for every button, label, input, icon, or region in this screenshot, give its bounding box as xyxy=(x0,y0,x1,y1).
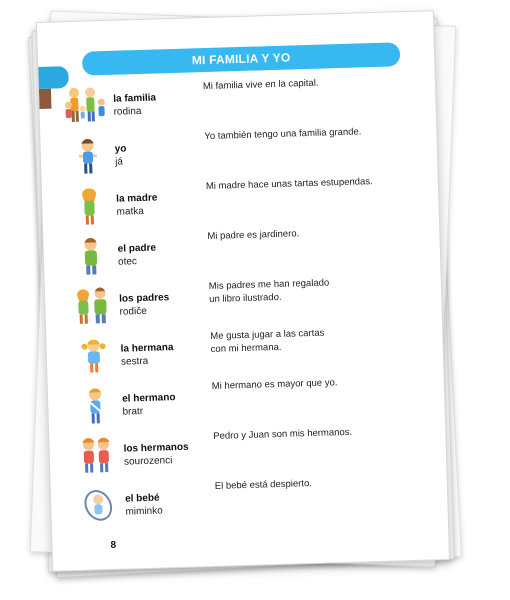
spanish-term: el padre xyxy=(117,242,157,255)
page-header xyxy=(82,42,401,75)
vocabulary-word xyxy=(117,230,208,269)
list-item xyxy=(71,474,422,534)
spanish-term: el bebé xyxy=(124,492,160,505)
vocabulary-word xyxy=(113,80,204,119)
example-sentence: Mi familia vive en la capital. xyxy=(202,77,319,93)
baby-illustration xyxy=(71,483,126,529)
czech-term: bratr xyxy=(122,406,144,418)
child-illustration xyxy=(60,133,115,179)
vocabulary-list xyxy=(59,74,422,534)
spanish-term: yo xyxy=(114,143,127,155)
mother-illustration xyxy=(62,183,117,229)
example-sentence: El bebé está despierto. xyxy=(214,478,313,492)
page-title: MI FAMILIA Y YO xyxy=(191,50,291,68)
father-illustration xyxy=(63,233,118,279)
example-sentence: Mi madre hace unas tartas estupendas. xyxy=(205,176,373,193)
brown-page-tab xyxy=(39,89,52,109)
czech-term: rodiče xyxy=(119,305,147,318)
vocabulary-word xyxy=(123,430,214,469)
czech-term: sourozenci xyxy=(123,455,173,468)
brother-illustration xyxy=(68,383,123,429)
spanish-term: la hermana xyxy=(120,342,174,355)
czech-term: rodina xyxy=(113,105,142,118)
family-illustration xyxy=(59,83,114,129)
czech-term: matka xyxy=(116,205,144,218)
vocabulary-word xyxy=(119,280,210,319)
example-sentence: Mi hermano es mayor que yo. xyxy=(211,377,338,392)
czech-term: sestra xyxy=(120,355,149,368)
vocabulary-word xyxy=(114,130,205,169)
spanish-term: los padres xyxy=(119,292,170,305)
spanish-term: el hermano xyxy=(121,392,176,405)
czech-term: já xyxy=(114,156,124,168)
page-number: 8 xyxy=(110,539,117,552)
czech-term: miminko xyxy=(125,505,163,518)
example-sentence: Mis padres me han regalado un libro ilustrado. xyxy=(208,277,330,306)
siblings-illustration xyxy=(69,433,124,479)
example-sentence: Yo también tengo una familia grande. xyxy=(204,126,362,143)
vocabulary-word xyxy=(125,480,216,519)
parents-illustration xyxy=(65,283,120,329)
czech-term: otec xyxy=(117,256,138,268)
spanish-term: la familia xyxy=(113,92,157,105)
example-sentence: Pedro y Juan son mis hermanos. xyxy=(213,426,353,442)
example-sentence: Me gusta jugar a las cartas con mi hermana. xyxy=(210,327,325,355)
example-sentence: Mi padre es jardinero. xyxy=(207,228,300,243)
vocabulary-word xyxy=(120,330,211,369)
spanish-term: los hermanos xyxy=(123,441,189,455)
spanish-term: la madre xyxy=(116,192,158,205)
vocabulary-page xyxy=(36,10,450,572)
vocabulary-word xyxy=(116,180,207,219)
sister-illustration xyxy=(66,333,121,379)
vocabulary-word xyxy=(122,380,213,419)
